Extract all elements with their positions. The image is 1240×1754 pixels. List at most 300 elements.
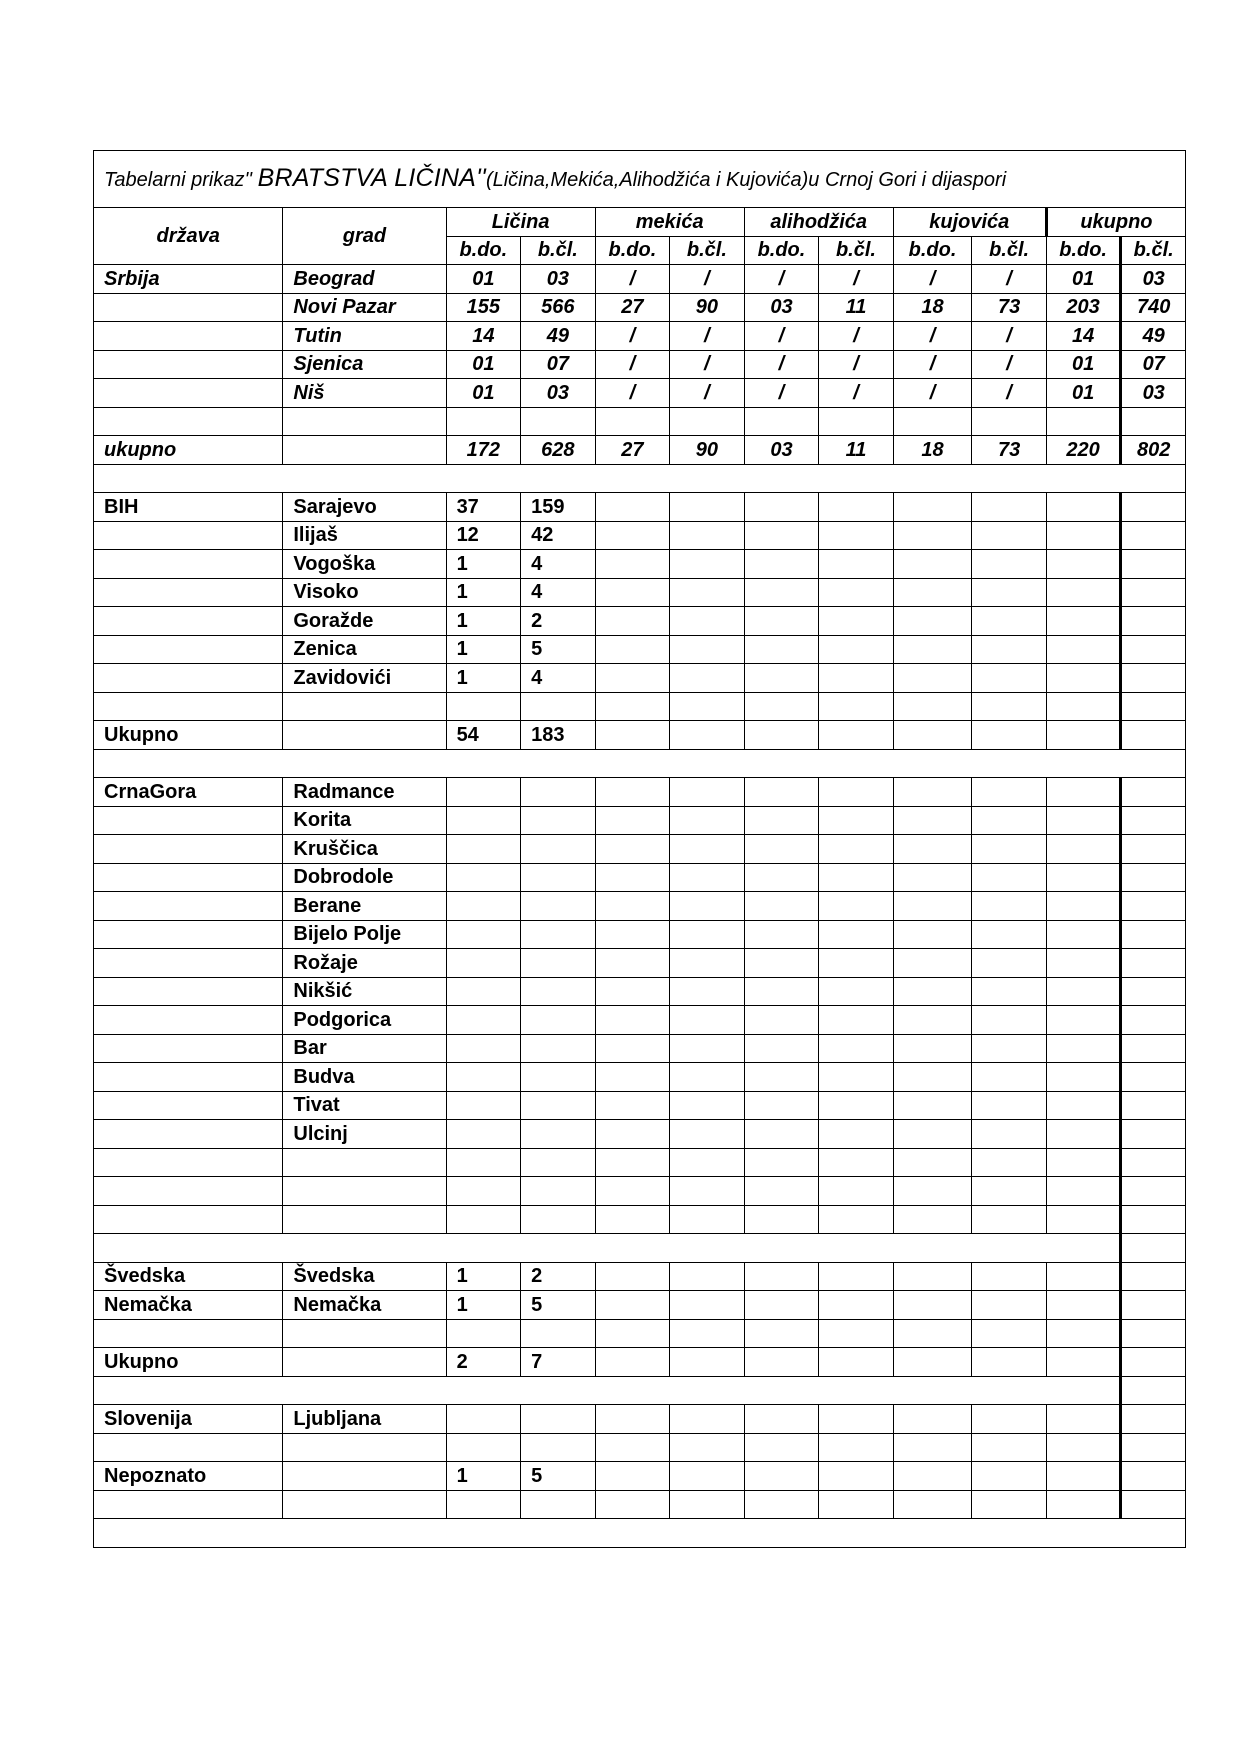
empty-row <box>94 407 1186 436</box>
empty-cell <box>446 920 521 949</box>
country-cell <box>94 635 283 664</box>
country-cell <box>94 350 283 379</box>
value-cell: 4 <box>521 664 596 693</box>
empty-cell <box>819 1120 894 1149</box>
empty-cell <box>819 977 894 1006</box>
empty-cell <box>521 1319 596 1348</box>
empty-cell <box>1046 863 1121 892</box>
country-cell <box>94 578 283 607</box>
srbija-row <box>94 350 1186 379</box>
header-group-licina: Ličina <box>446 208 595 237</box>
empty-cell <box>972 1148 1047 1177</box>
empty-cell <box>893 607 972 636</box>
empty-cell <box>972 1063 1047 1092</box>
empty-cell <box>1046 1120 1121 1149</box>
empty-cell <box>744 1348 819 1377</box>
value-cell: 37 <box>446 493 521 522</box>
empty-cell <box>819 1462 894 1491</box>
population-table-sheet <box>93 150 1193 1548</box>
empty-cell <box>670 607 745 636</box>
empty-cell <box>521 1177 596 1206</box>
empty-cell <box>1121 1490 1186 1519</box>
header-row-groups <box>94 208 1186 237</box>
empty-cell <box>893 1490 972 1519</box>
country-cell <box>94 550 283 579</box>
empty-cell <box>1046 521 1121 550</box>
table-title <box>94 151 1186 208</box>
empty-cell <box>1121 1462 1186 1491</box>
empty-cell <box>670 863 745 892</box>
empty-cell <box>744 578 819 607</box>
empty-cell <box>94 1177 283 1206</box>
empty-cell <box>521 949 596 978</box>
empty-cell <box>670 892 745 921</box>
empty-cell <box>1046 578 1121 607</box>
city-cell: Ilijaš <box>283 521 446 550</box>
empty-cell <box>595 863 670 892</box>
value-cell: 03 <box>1121 379 1186 408</box>
empty-cell <box>893 977 972 1006</box>
empty-cell <box>521 977 596 1006</box>
empty-cell <box>893 835 972 864</box>
empty-cell <box>1046 550 1121 579</box>
crnagora-row <box>94 949 1186 978</box>
country-cell <box>94 863 283 892</box>
empty-cell <box>744 635 819 664</box>
empty-cell <box>819 920 894 949</box>
city-cell: Beograd <box>283 265 446 294</box>
empty-cell <box>972 1034 1047 1063</box>
spacer-cell <box>94 1519 1186 1548</box>
value-cell: / <box>819 379 894 408</box>
empty-cell <box>893 1148 972 1177</box>
empty-cell <box>670 1006 745 1035</box>
header-country: država <box>94 208 283 265</box>
empty-cell <box>283 1177 446 1206</box>
empty-cell <box>744 1262 819 1291</box>
empty-cell <box>595 1291 670 1320</box>
empty-cell <box>1121 1234 1186 1263</box>
value-cell: 5 <box>521 635 596 664</box>
value-cell: 03 <box>744 293 819 322</box>
total-value-cell: 172 <box>446 436 521 465</box>
empty-cell <box>521 806 596 835</box>
empty-cell <box>972 1091 1047 1120</box>
country-cell <box>94 892 283 921</box>
empty-cell <box>744 1148 819 1177</box>
empty-cell <box>1046 835 1121 864</box>
empty-cell <box>1121 949 1186 978</box>
empty-cell <box>1046 778 1121 807</box>
crnagora-row <box>94 778 1186 807</box>
section-spacer-row <box>94 1234 1186 1263</box>
city-cell: Tivat <box>283 1091 446 1120</box>
empty-cell <box>595 1205 670 1234</box>
empty-cell <box>283 1490 446 1519</box>
value-cell: / <box>972 379 1047 408</box>
empty-cell <box>94 1205 283 1234</box>
crnagora-row <box>94 1091 1186 1120</box>
value-cell: 01 <box>1046 379 1121 408</box>
empty-cell <box>446 892 521 921</box>
city-cell: Nikšić <box>283 977 446 1006</box>
empty-cell <box>446 1205 521 1234</box>
empty-cell <box>1121 1120 1186 1149</box>
empty-cell <box>744 835 819 864</box>
empty-cell <box>446 692 521 721</box>
empty-cell <box>972 1462 1047 1491</box>
empty-cell <box>972 920 1047 949</box>
eu-row <box>94 1262 1186 1291</box>
empty-cell <box>819 664 894 693</box>
empty-cell <box>1121 721 1186 750</box>
empty-cell <box>1046 949 1121 978</box>
city-cell: Niš <box>283 379 446 408</box>
empty-cell <box>521 1120 596 1149</box>
empty-cell <box>819 692 894 721</box>
empty-cell <box>819 607 894 636</box>
header-group-alihodzica: alihodžića <box>744 208 893 237</box>
value-cell: 203 <box>1046 293 1121 322</box>
city-cell <box>283 721 446 750</box>
empty-cell <box>595 1262 670 1291</box>
empty-cell <box>893 721 972 750</box>
empty-cell <box>521 1205 596 1234</box>
empty-cell <box>1121 1405 1186 1434</box>
value-cell: / <box>595 350 670 379</box>
empty-cell <box>972 1262 1047 1291</box>
value-cell: 7 <box>521 1348 596 1377</box>
title-row <box>94 151 1186 208</box>
city-cell: Nemačka <box>283 1291 446 1320</box>
empty-cell <box>819 892 894 921</box>
empty-cell <box>1046 1034 1121 1063</box>
empty-cell <box>1121 521 1186 550</box>
empty-cell <box>1121 550 1186 579</box>
empty-cell <box>521 1091 596 1120</box>
value-cell: / <box>972 265 1047 294</box>
empty-cell <box>893 1205 972 1234</box>
value-cell: / <box>819 265 894 294</box>
empty-cell <box>1046 1433 1121 1462</box>
empty-cell <box>972 578 1047 607</box>
empty-cell <box>521 835 596 864</box>
empty-cell <box>893 1433 972 1462</box>
empty-cell <box>972 521 1047 550</box>
value-cell: 49 <box>521 322 596 351</box>
value-cell: 12 <box>446 521 521 550</box>
value-cell: 2 <box>521 1262 596 1291</box>
title-main: BRATSTVA LIČINA'' <box>257 164 486 192</box>
empty-cell <box>744 1177 819 1206</box>
empty-cell <box>595 835 670 864</box>
empty-cell <box>744 949 819 978</box>
country-cell <box>94 1091 283 1120</box>
header-sub-cl: b.čl. <box>972 236 1047 265</box>
empty-cell <box>893 1462 972 1491</box>
city-cell: Korita <box>283 806 446 835</box>
empty-cell <box>972 1120 1047 1149</box>
empty-cell <box>819 949 894 978</box>
empty-cell <box>1121 1091 1186 1120</box>
empty-cell <box>94 1148 283 1177</box>
srbija-total-row <box>94 436 1186 465</box>
crnagora-row <box>94 835 1186 864</box>
empty-cell <box>446 835 521 864</box>
empty-cell <box>670 407 745 436</box>
header-sub-cl: b.čl. <box>1121 236 1186 265</box>
value-cell: / <box>893 350 972 379</box>
empty-cell <box>521 1433 596 1462</box>
empty-cell <box>744 920 819 949</box>
empty-cell <box>595 778 670 807</box>
empty-cell <box>670 493 745 522</box>
value-cell: / <box>670 322 745 351</box>
empty-row <box>94 1490 1186 1519</box>
empty-cell <box>94 1490 283 1519</box>
empty-cell <box>1121 607 1186 636</box>
empty-cell <box>670 550 745 579</box>
header-group-ukupno: ukupno <box>1046 208 1185 237</box>
empty-cell <box>819 863 894 892</box>
empty-cell <box>1046 721 1121 750</box>
empty-cell <box>1121 1291 1186 1320</box>
empty-cell <box>972 493 1047 522</box>
empty-cell <box>670 1034 745 1063</box>
empty-cell <box>972 778 1047 807</box>
value-cell: 1 <box>446 1291 521 1320</box>
crnagora-row <box>94 1006 1186 1035</box>
empty-cell <box>819 550 894 579</box>
empty-cell <box>893 1120 972 1149</box>
empty-cell <box>595 607 670 636</box>
city-cell: Podgorica <box>283 1006 446 1035</box>
country-cell <box>94 949 283 978</box>
city-cell <box>283 1462 446 1491</box>
header-city: grad <box>283 208 446 265</box>
empty-cell <box>1121 1262 1186 1291</box>
srbija-row <box>94 322 1186 351</box>
empty-cell <box>819 578 894 607</box>
empty-cell <box>972 550 1047 579</box>
srbija-row <box>94 265 1186 294</box>
empty-row <box>94 1177 1186 1206</box>
header-sub-do: b.do. <box>595 236 670 265</box>
bih-row <box>94 578 1186 607</box>
empty-cell <box>1121 1205 1186 1234</box>
empty-cell <box>819 1177 894 1206</box>
empty-cell <box>1121 578 1186 607</box>
value-cell: 01 <box>446 265 521 294</box>
value-cell: 03 <box>1121 265 1186 294</box>
country-cell: BIH <box>94 493 283 522</box>
value-cell: 27 <box>595 293 670 322</box>
empty-cell <box>1046 1177 1121 1206</box>
empty-cell <box>94 1319 283 1348</box>
empty-row <box>94 1148 1186 1177</box>
empty-cell <box>595 1120 670 1149</box>
empty-cell <box>893 493 972 522</box>
value-cell: / <box>744 265 819 294</box>
city-cell: Bijelo Polje <box>283 920 446 949</box>
empty-cell <box>595 1148 670 1177</box>
empty-cell <box>893 949 972 978</box>
value-cell: 1 <box>446 607 521 636</box>
empty-cell <box>893 1262 972 1291</box>
empty-cell <box>972 1405 1047 1434</box>
city-cell: Zenica <box>283 635 446 664</box>
empty-cell <box>595 493 670 522</box>
value-cell: 90 <box>670 293 745 322</box>
empty-cell <box>595 920 670 949</box>
empty-cell <box>670 664 745 693</box>
header-sub-do: b.do. <box>893 236 972 265</box>
empty-cell <box>521 1006 596 1035</box>
value-cell: 183 <box>521 721 596 750</box>
empty-cell <box>1121 1063 1186 1092</box>
value-cell: 42 <box>521 521 596 550</box>
empty-cell <box>819 1063 894 1092</box>
empty-cell <box>744 806 819 835</box>
empty-cell <box>819 1148 894 1177</box>
value-cell: 4 <box>521 550 596 579</box>
total-value-cell: 628 <box>521 436 596 465</box>
value-cell: 2 <box>446 1348 521 1377</box>
empty-cell <box>283 1148 446 1177</box>
empty-cell <box>819 1490 894 1519</box>
empty-cell <box>744 1291 819 1320</box>
empty-row <box>94 1433 1186 1462</box>
empty-cell <box>893 1291 972 1320</box>
total-value-cell: 18 <box>893 436 972 465</box>
crnagora-row <box>94 1034 1186 1063</box>
total-value-cell: 90 <box>670 436 745 465</box>
header-group-kujovica: kujovića <box>893 208 1046 237</box>
empty-cell <box>670 721 745 750</box>
empty-row <box>94 1319 1186 1348</box>
total-value-cell: 27 <box>595 436 670 465</box>
empty-cell <box>819 1205 894 1234</box>
country-cell <box>94 1034 283 1063</box>
empty-cell <box>670 1091 745 1120</box>
empty-cell <box>521 920 596 949</box>
value-cell: 07 <box>1121 350 1186 379</box>
empty-cell <box>972 1319 1047 1348</box>
value-cell: 01 <box>1046 350 1121 379</box>
country-cell <box>94 835 283 864</box>
empty-row <box>94 692 1186 721</box>
value-cell: 2 <box>521 607 596 636</box>
empty-cell <box>446 1148 521 1177</box>
empty-cell <box>744 1034 819 1063</box>
empty-cell <box>744 1091 819 1120</box>
bih-row <box>94 635 1186 664</box>
empty-cell <box>670 949 745 978</box>
value-cell: / <box>595 322 670 351</box>
empty-cell <box>446 1120 521 1149</box>
total-value-cell: 220 <box>1046 436 1121 465</box>
city-cell: Visoko <box>283 578 446 607</box>
spacer-cell <box>94 464 1186 493</box>
empty-cell <box>1121 1319 1186 1348</box>
empty-cell <box>595 407 670 436</box>
empty-cell <box>595 1462 670 1491</box>
population-table <box>93 150 1186 1548</box>
crnagora-row <box>94 1120 1186 1149</box>
empty-cell <box>446 949 521 978</box>
empty-cell <box>595 721 670 750</box>
empty-cell <box>1046 1205 1121 1234</box>
empty-cell <box>893 806 972 835</box>
title-prefix: Tabelarni prikaz'' <box>104 169 253 191</box>
empty-cell <box>670 1063 745 1092</box>
country-cell: Srbija <box>94 265 283 294</box>
bih-total-row <box>94 721 1186 750</box>
empty-cell <box>1121 692 1186 721</box>
empty-cell <box>446 778 521 807</box>
section-spacer-row <box>94 1376 1186 1405</box>
empty-cell <box>1046 493 1121 522</box>
empty-cell <box>972 635 1047 664</box>
city-cell: Ljubljana <box>283 1405 446 1434</box>
empty-cell <box>1046 1063 1121 1092</box>
empty-cell <box>1121 977 1186 1006</box>
empty-cell <box>819 1348 894 1377</box>
empty-cell <box>1121 863 1186 892</box>
empty-cell <box>1121 806 1186 835</box>
value-cell: / <box>819 322 894 351</box>
empty-row <box>94 1205 1186 1234</box>
empty-cell <box>521 892 596 921</box>
empty-cell <box>670 635 745 664</box>
empty-cell <box>819 721 894 750</box>
value-cell: 01 <box>1046 265 1121 294</box>
value-cell: 1 <box>446 578 521 607</box>
value-cell: / <box>972 322 1047 351</box>
empty-cell <box>1046 1006 1121 1035</box>
empty-cell <box>670 806 745 835</box>
value-cell: 1 <box>446 1262 521 1291</box>
empty-cell <box>670 977 745 1006</box>
empty-cell <box>1121 1376 1186 1405</box>
city-cell: Novi Pazar <box>283 293 446 322</box>
crnagora-row <box>94 806 1186 835</box>
header-group-mekica: mekića <box>595 208 744 237</box>
country-cell: Švedska <box>94 1262 283 1291</box>
empty-cell <box>744 1205 819 1234</box>
empty-cell <box>819 806 894 835</box>
value-cell: / <box>595 265 670 294</box>
country-cell: CrnaGora <box>94 778 283 807</box>
value-cell: 155 <box>446 293 521 322</box>
country-cell: Nemačka <box>94 1291 283 1320</box>
empty-cell <box>670 1319 745 1348</box>
value-cell: 4 <box>521 578 596 607</box>
empty-cell <box>819 493 894 522</box>
city-cell: Sarajevo <box>283 493 446 522</box>
empty-cell <box>670 1148 745 1177</box>
empty-cell <box>1046 407 1121 436</box>
country-cell <box>94 521 283 550</box>
empty-cell <box>670 1490 745 1519</box>
empty-cell <box>744 664 819 693</box>
bih-row <box>94 493 1186 522</box>
bih-row <box>94 521 1186 550</box>
empty-cell <box>893 778 972 807</box>
country-cell <box>94 1006 283 1035</box>
empty-cell <box>595 1091 670 1120</box>
empty-cell <box>972 835 1047 864</box>
